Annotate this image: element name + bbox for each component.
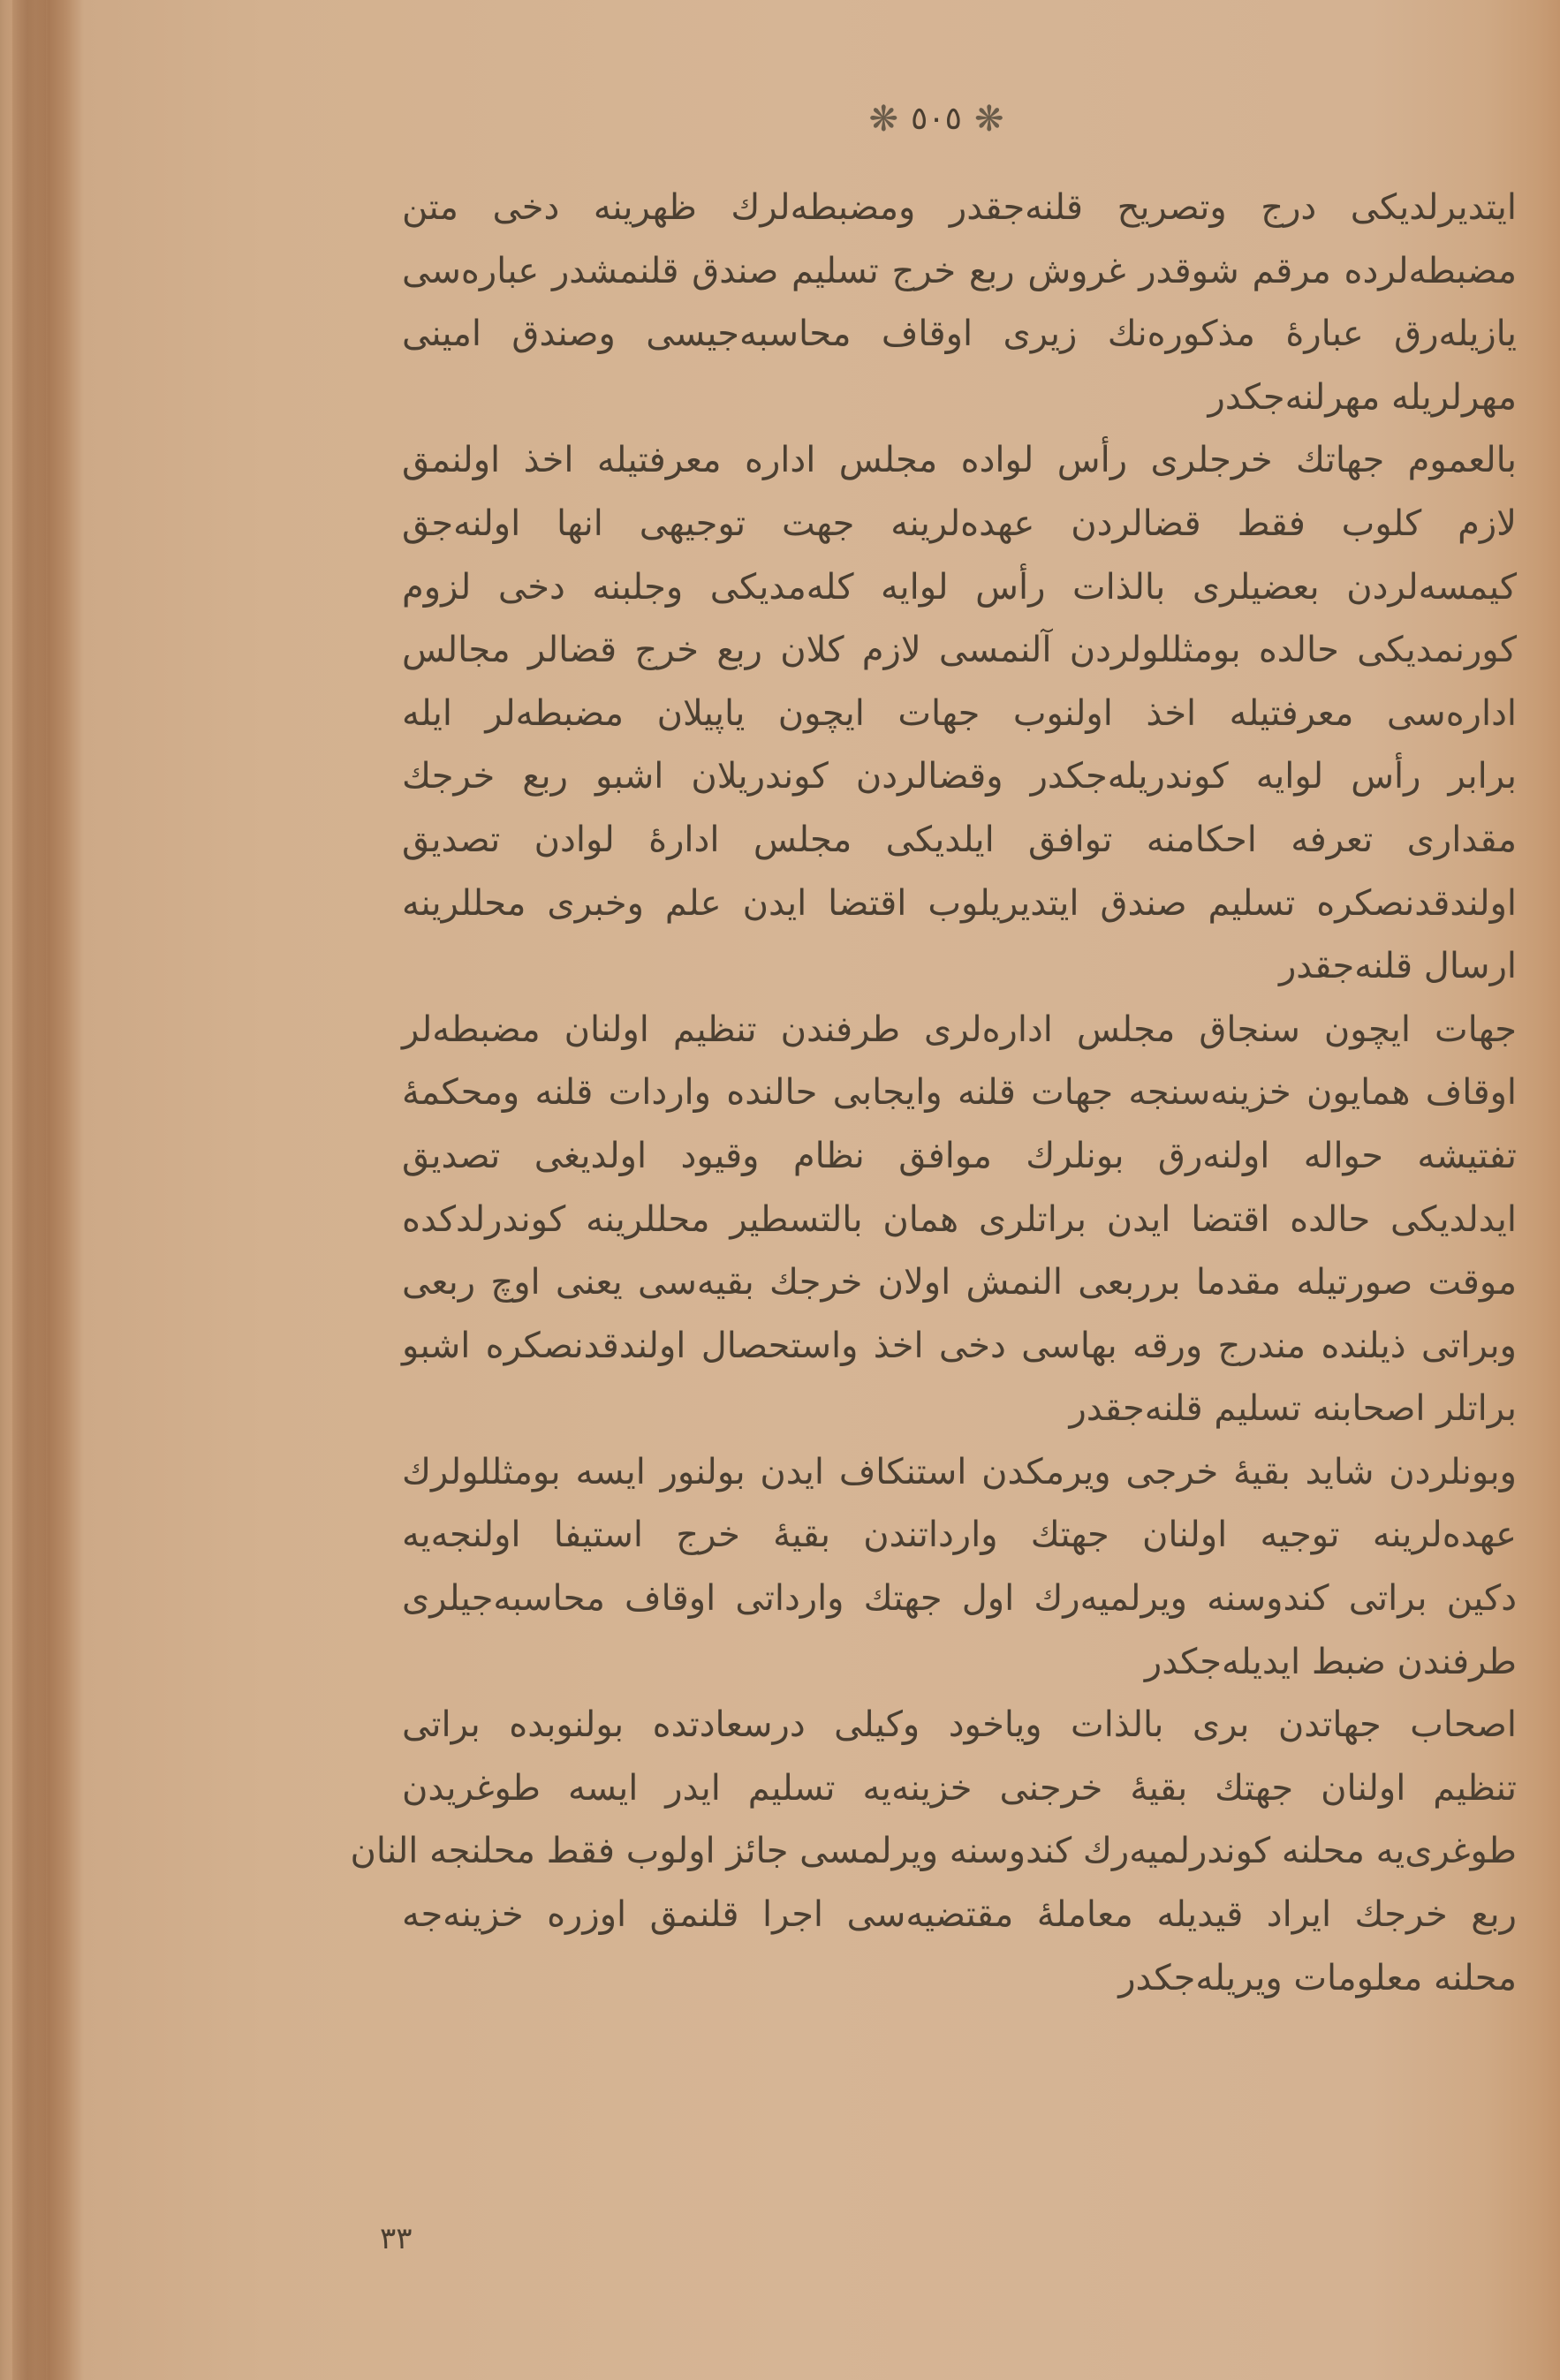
text-line: وبونلردن شاید بقیهٔ خرجی ویرمکدن استنکاف ایدن بولنور ایسه بومثللولرك: [402, 1451, 1517, 1492]
text-line: مقداری تعرفه احکامنه توافق ایلدیکی مجلس ادارهٔ لوادن تصدیق: [402, 819, 1517, 860]
page-binding-shadow: [0, 0, 11, 2380]
text-line: اصحاب جهاتدن بری بالذات ویاخود وکیلی درسعادتده بولنوبده براتی: [402, 1704, 1517, 1746]
text-line: ایدلدیکی حالده اقتضا ایدن براتلری همان بالتسطیر محللرینه کوندرلدکده: [402, 1198, 1517, 1240]
document-body: [350, 177, 1517, 2010]
text-line: یازیله‌رق عبارهٔ مذکوره‌نك زیری اوقاف محاسبه‌جیسی وصندق امینی: [402, 314, 1517, 355]
page-binding-strip: [12, 0, 46, 2380]
text-line: براتلر اصحابنه تسلیم قلنه‌جقدر: [1069, 1388, 1517, 1430]
signature-mark: ٣٣: [380, 2221, 413, 2256]
text-line: عهده‌لرینه توجیه اولنان جهتك وارداتندن بقیهٔ خرج استیفا اولنجه‌یه: [402, 1515, 1517, 1556]
text-line: برابر رأس لوایه کوندریله‌جکدر وقضالردن کوندریلان اشبو ربع خرجك: [402, 756, 1517, 797]
text-line: مهرلریله مهرلنه‌جکدر: [1208, 376, 1517, 418]
text-line: ایتدیرلدیکی درج وتصریح قلنه‌جقدر ومضبطه‌لرك ظهرینه دخی متن: [402, 187, 1517, 228]
page-header: [848, 93, 1025, 146]
text-line: اولندقدنصکره تسلیم صندق ایتدیریلوب اقتضا ایدن علم وخبری محللرینه: [402, 882, 1517, 924]
text-line: بالعموم جهاتك خرجلری رأس لواده مجلس اداره معرفتیله اخذ اولنمق: [402, 440, 1517, 481]
text-line: کیمسه‌لردن بعضیلری بالذات رأس لوایه کله‌مدیکی وجلبنه دخی لزوم: [402, 566, 1517, 608]
text-line: مضبطه‌لرده مرقم شوقدر غروش ربع خرج تسلیم صندق قلنمشدر عباره‌سی: [402, 250, 1517, 291]
text-line: وبراتی ذیلنده مندرج ورقه بهاسی دخی اخذ واستحصال اولندقدنصکره اشبو: [402, 1325, 1517, 1366]
text-line: محلنه معلومات ویریله‌جکدر: [1118, 1957, 1517, 1998]
text-line: تفتیشه حواله اولنه‌رق بونلرك موافق نظام وقیود اولدیغی تصدیق: [402, 1135, 1517, 1176]
text-line: لازم کلوب فقط قضالردن عهده‌لرینه جهت توجیهی انها اولنه‌جق: [402, 502, 1517, 544]
text-line: کورنمدیکی حالده بومثللولردن آلنمسی لازم کلان ربع خرج قضالر مجالس: [402, 630, 1517, 671]
flower-ornament-icon: ❋: [974, 99, 1004, 140]
text-line: اوقاف همایون خزینه‌سنجه جهات قلنه وایجابی حالنده واردات قلنه ومحکمهٔ: [402, 1072, 1517, 1114]
text-line: ربع خرجك ایراد قیدیله معاملهٔ مقتضیه‌سی اجرا قلنمق اوزره خزینه‌جه: [402, 1894, 1517, 1936]
text-line: موقت صورتیله مقدما برربعی النمش اولان خرجك بقیه‌سی یعنی اوچ ربعی: [402, 1262, 1517, 1303]
text-line: طرفندن ضبط ایدیله‌جکدر: [1144, 1641, 1517, 1682]
text-line: ارسال قلنه‌جقدر: [1278, 946, 1517, 987]
text-line: دکین براتی کندوسنه ویرلمیه‌رك اول جهتك وارداتی اوقاف محاسبه‌جیلری: [402, 1578, 1517, 1620]
text-line: اداره‌سی معرفتیله اخذ اولنوب جهات ایچون یاپیلان مضبطه‌لر ایله: [402, 692, 1517, 734]
page-number: ٥٠٥: [911, 101, 963, 137]
text-line: جهات ایچون سنجاق مجلس اداره‌لری طرفندن تنظیم اولنان مضبطه‌لر: [402, 1009, 1517, 1050]
text-line: تنظیم اولنان جهتك بقیهٔ خرجنی خزینه‌یه تسلیم ایدر ایسه طوغریدن: [402, 1767, 1517, 1809]
flower-ornament-icon: ❋: [868, 99, 898, 140]
text-line: طوغری‌یه محلنه کوندرلمیه‌رك کندوسنه ویرلمسی جائز اولوب فقط محلنجه النان: [350, 1831, 1517, 1872]
